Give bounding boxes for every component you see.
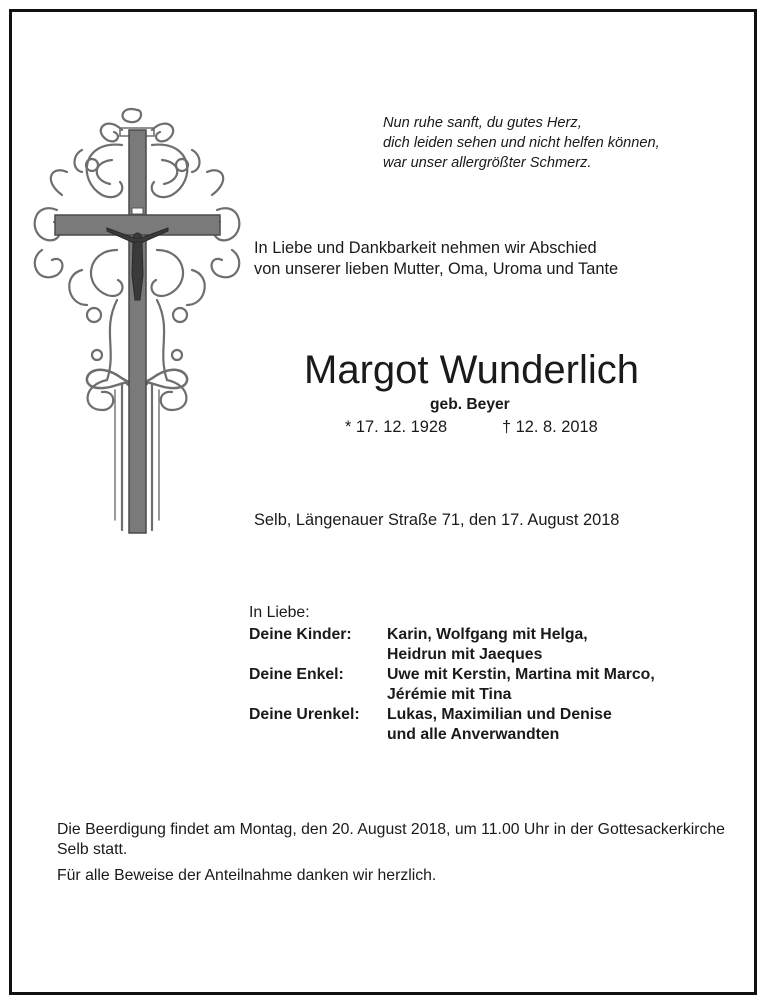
farewell-intro <box>254 238 618 280</box>
deceased-name: Margot Wunderlich <box>304 348 639 392</box>
birth-date: * 17. 12. 1928 <box>345 418 448 436</box>
family-names <box>387 665 655 705</box>
family-row <box>249 665 655 705</box>
family-name-line: Uwe mit Kerstin, Martina mit Marco, <box>387 666 655 683</box>
poem-line: dich leiden sehen und nicht helfen können, <box>383 135 660 151</box>
funeral-info <box>57 820 737 892</box>
birth-name: geb. Beyer <box>430 396 510 413</box>
family-name-line: Heidrun mit Jaeques <box>387 646 543 663</box>
poem-line: Nun ruhe sanft, du gutes Herz, <box>383 115 582 131</box>
family-names <box>387 705 655 745</box>
family-names <box>387 625 655 665</box>
family-role: Deine Kinder: <box>249 626 352 643</box>
family-name-line: Karin, Wolfgang mit Helga, <box>387 626 588 643</box>
family-name-line: und alle Anverwandten <box>387 726 560 743</box>
family-row <box>249 625 655 665</box>
family-row <box>249 705 655 745</box>
family-table <box>249 625 655 745</box>
family-name-line: Jérémie mit Tina <box>387 686 512 703</box>
family-role: Deine Enkel: <box>249 666 344 683</box>
crucifix-icon <box>22 100 252 535</box>
family-role: Deine Urenkel: <box>249 706 360 723</box>
intro-line: In Liebe und Dankbarkeit nehmen wir Abschied <box>254 239 597 257</box>
family-name-line: Lukas, Maximilian und Denise <box>387 706 612 723</box>
family-list <box>249 603 655 745</box>
poem-line: war unser allergrößter Schmerz. <box>383 155 592 171</box>
memorial-poem <box>383 113 660 173</box>
death-date: † 12. 8. 2018 <box>502 418 598 436</box>
family-lead: In Liebe: <box>249 604 310 621</box>
thanks-note: Für alle Beweise der Anteilnahme danken wir herzlich. <box>57 867 437 884</box>
place-and-date: Selb, Längenauer Straße 71, den 17. August 2018 <box>254 511 620 529</box>
intro-line: von unserer lieben Mutter, Oma, Uroma und Tante <box>254 260 619 278</box>
funeral-details: Die Beerdigung findet am Montag, den 20. August 2018, um 11.00 Uhr in der Gottesackerkirche Selb statt. <box>57 821 725 858</box>
